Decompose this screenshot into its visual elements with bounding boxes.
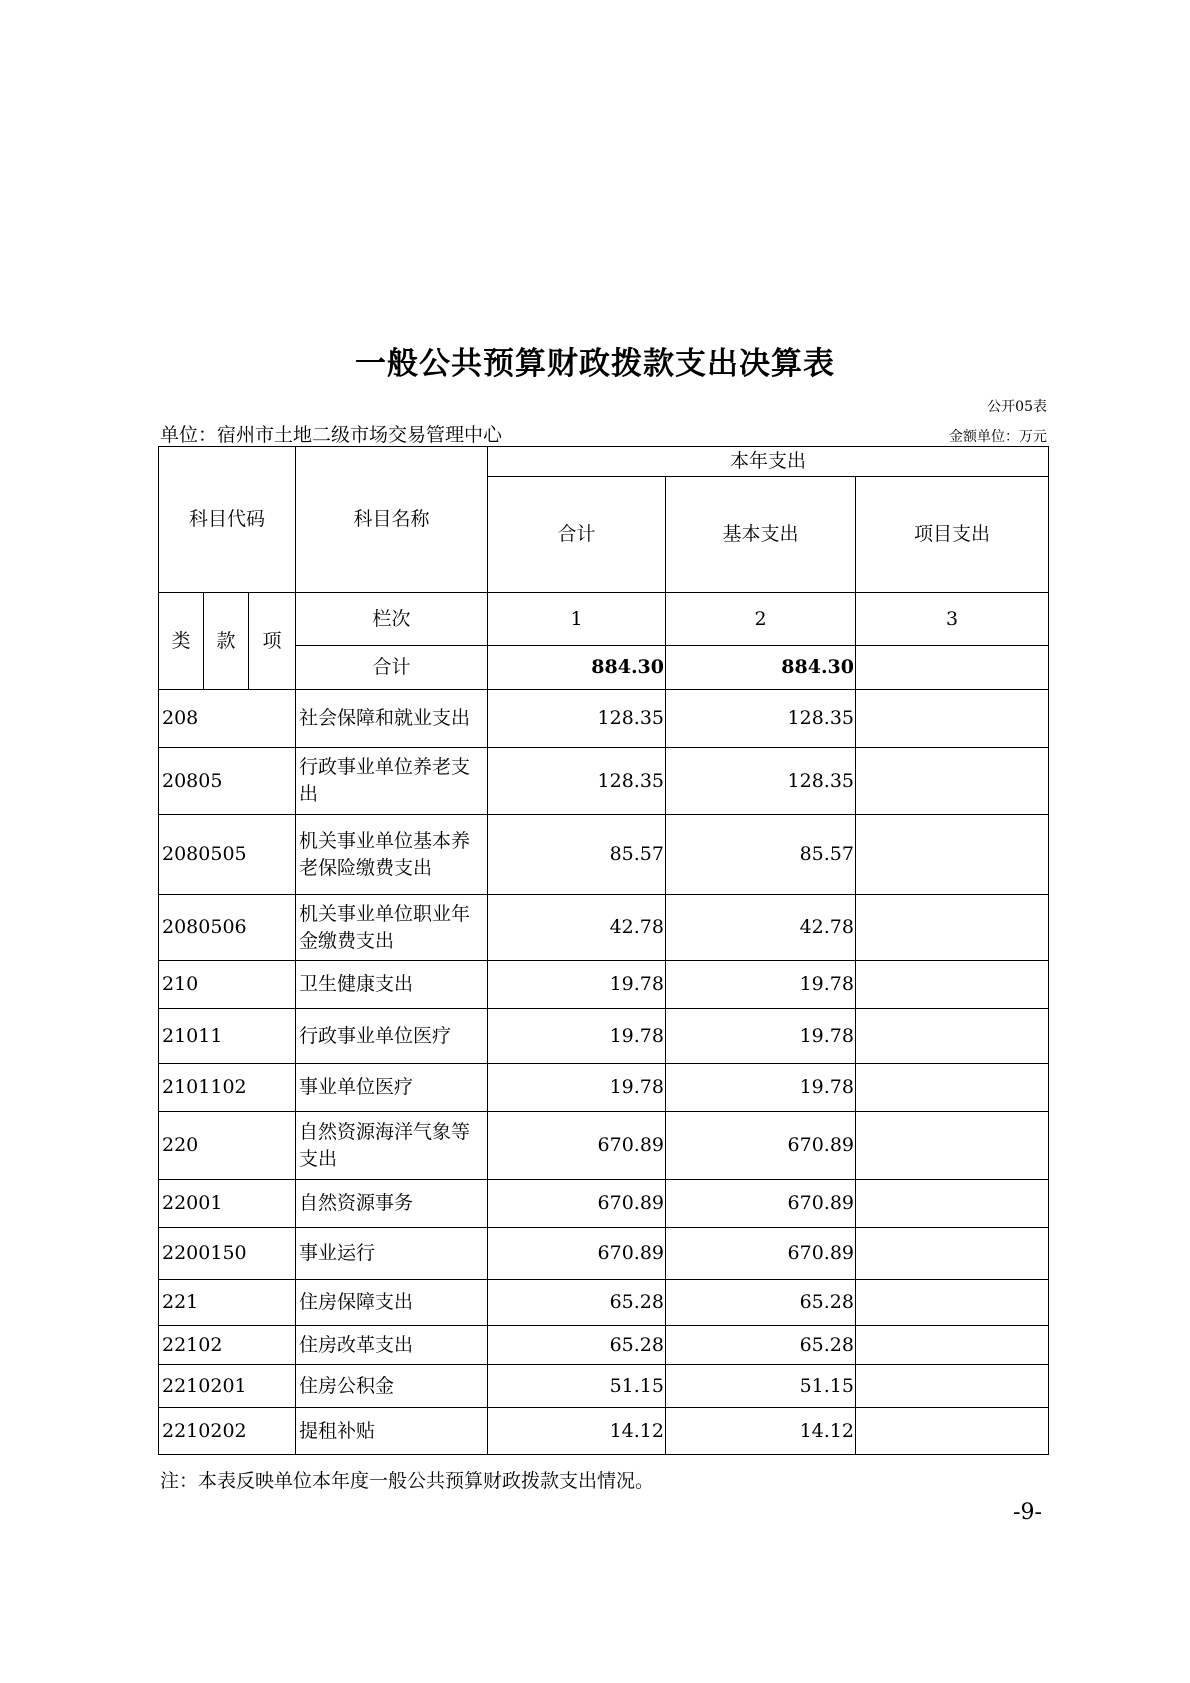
header-lei: 类: [159, 593, 204, 690]
header-xiang: 项: [249, 593, 296, 690]
total-basic: 884.30: [666, 646, 856, 690]
form-number: 公开05表: [987, 399, 1047, 415]
table-row: [159, 1280, 1049, 1326]
row-name: 事业运行: [296, 1228, 488, 1280]
row-code: 210: [159, 961, 296, 1009]
row-name: 行政事业单位医疗: [296, 1009, 488, 1064]
row-total: 65.28: [488, 1326, 666, 1365]
row-basic: 670.89: [666, 1112, 856, 1180]
amount-unit-label: 金额单位：万元: [949, 429, 1047, 445]
table-row: [159, 1326, 1049, 1365]
row-basic: 128.35: [666, 690, 856, 748]
row-name: 社会保障和就业支出: [296, 690, 488, 748]
row-name: 机关事业单位基本养老保险缴费支出: [296, 815, 488, 895]
row-total: 65.28: [488, 1280, 666, 1326]
header-total: 合计: [488, 477, 666, 593]
row-code: 2101102: [159, 1064, 296, 1112]
table-row: [159, 895, 1049, 961]
row-project: [856, 1326, 1049, 1365]
row-basic: 65.28: [666, 1326, 856, 1365]
row-code: 220: [159, 1112, 296, 1180]
row-project: [856, 1180, 1049, 1228]
header-project: 项目支出: [856, 477, 1049, 593]
row-project: [856, 1365, 1049, 1408]
header-kuan: 款: [204, 593, 249, 690]
row-total: 670.89: [488, 1180, 666, 1228]
row-project: [856, 690, 1049, 748]
table-row: [159, 1112, 1049, 1180]
row-name: 行政事业单位养老支出: [296, 748, 488, 815]
header-name: 科目名称: [296, 447, 488, 593]
row-basic: 85.57: [666, 815, 856, 895]
row-project: [856, 895, 1049, 961]
table-row: [159, 690, 1049, 748]
table-row: [159, 1408, 1049, 1455]
row-name: 机关事业单位职业年金缴费支出: [296, 895, 488, 961]
row-basic: 19.78: [666, 1009, 856, 1064]
footnote: 注：本表反映单位本年度一般公共预算财政拨款支出情况。: [160, 1470, 655, 1492]
row-project: [856, 1112, 1049, 1180]
row-code: 208: [159, 690, 296, 748]
row-total: 128.35: [488, 690, 666, 748]
row-project: [856, 1009, 1049, 1064]
row-name: 住房保障支出: [296, 1280, 488, 1326]
table-row: [159, 1180, 1049, 1228]
unit-label: 单位：宿州市土地二级市场交易管理中心: [160, 424, 503, 446]
row-project: [856, 1228, 1049, 1280]
row-name: 卫生健康支出: [296, 961, 488, 1009]
row-basic: 19.78: [666, 1064, 856, 1112]
row-project: [856, 1064, 1049, 1112]
row-code: 2210202: [159, 1408, 296, 1455]
row-basic: 65.28: [666, 1280, 856, 1326]
table-row: [159, 1228, 1049, 1280]
column-index-3: 3: [856, 593, 1049, 646]
row-code: 2210201: [159, 1365, 296, 1408]
row-basic: 670.89: [666, 1180, 856, 1228]
total-project: [856, 646, 1049, 690]
expenditure-table: [158, 446, 1049, 1455]
header-this-year: 本年支出: [488, 447, 1049, 477]
row-basic: 14.12: [666, 1408, 856, 1455]
row-project: [856, 1280, 1049, 1326]
column-index-2: 2: [666, 593, 856, 646]
row-basic: 42.78: [666, 895, 856, 961]
table-row: [159, 815, 1049, 895]
row-total: 42.78: [488, 895, 666, 961]
header-basic: 基本支出: [666, 477, 856, 593]
table-row: [159, 748, 1049, 815]
row-name: 事业单位医疗: [296, 1064, 488, 1112]
column-index-label: 栏次: [296, 593, 488, 646]
row-name: 自然资源事务: [296, 1180, 488, 1228]
row-code: 21011: [159, 1009, 296, 1064]
column-index-1: 1: [488, 593, 666, 646]
row-code: 20805: [159, 748, 296, 815]
column-index-row: [159, 593, 1049, 646]
row-code: 22102: [159, 1326, 296, 1365]
table-row: [159, 1009, 1049, 1064]
table-row: [159, 1365, 1049, 1408]
row-total: 128.35: [488, 748, 666, 815]
row-basic: 19.78: [666, 961, 856, 1009]
row-name: 自然资源海洋气象等支出: [296, 1112, 488, 1180]
row-project: [856, 815, 1049, 895]
row-total: 670.89: [488, 1228, 666, 1280]
total-amount: 884.30: [488, 646, 666, 690]
row-total: 19.78: [488, 1064, 666, 1112]
page-number: -9-: [1013, 1500, 1042, 1525]
row-name: 提租补贴: [296, 1408, 488, 1455]
row-total: 85.57: [488, 815, 666, 895]
row-basic: 128.35: [666, 748, 856, 815]
row-total: 14.12: [488, 1408, 666, 1455]
header-row-1: [159, 447, 1049, 477]
row-project: [856, 961, 1049, 1009]
row-code: 22001: [159, 1180, 296, 1228]
row-code: 2200150: [159, 1228, 296, 1280]
row-code: 2080505: [159, 815, 296, 895]
row-basic: 670.89: [666, 1228, 856, 1280]
row-code: 221: [159, 1280, 296, 1326]
total-label: 合计: [296, 646, 488, 690]
row-total: 51.15: [488, 1365, 666, 1408]
row-total: 670.89: [488, 1112, 666, 1180]
table-row: [159, 961, 1049, 1009]
row-project: [856, 1408, 1049, 1455]
header-code: 科目代码: [159, 447, 296, 593]
row-name: 住房公积金: [296, 1365, 488, 1408]
row-total: 19.78: [488, 961, 666, 1009]
page-title: 一般公共预算财政拨款支出决算表: [355, 346, 835, 382]
row-total: 19.78: [488, 1009, 666, 1064]
row-project: [856, 748, 1049, 815]
table-row: [159, 1064, 1049, 1112]
row-name: 住房改革支出: [296, 1326, 488, 1365]
row-basic: 51.15: [666, 1365, 856, 1408]
row-code: 2080506: [159, 895, 296, 961]
